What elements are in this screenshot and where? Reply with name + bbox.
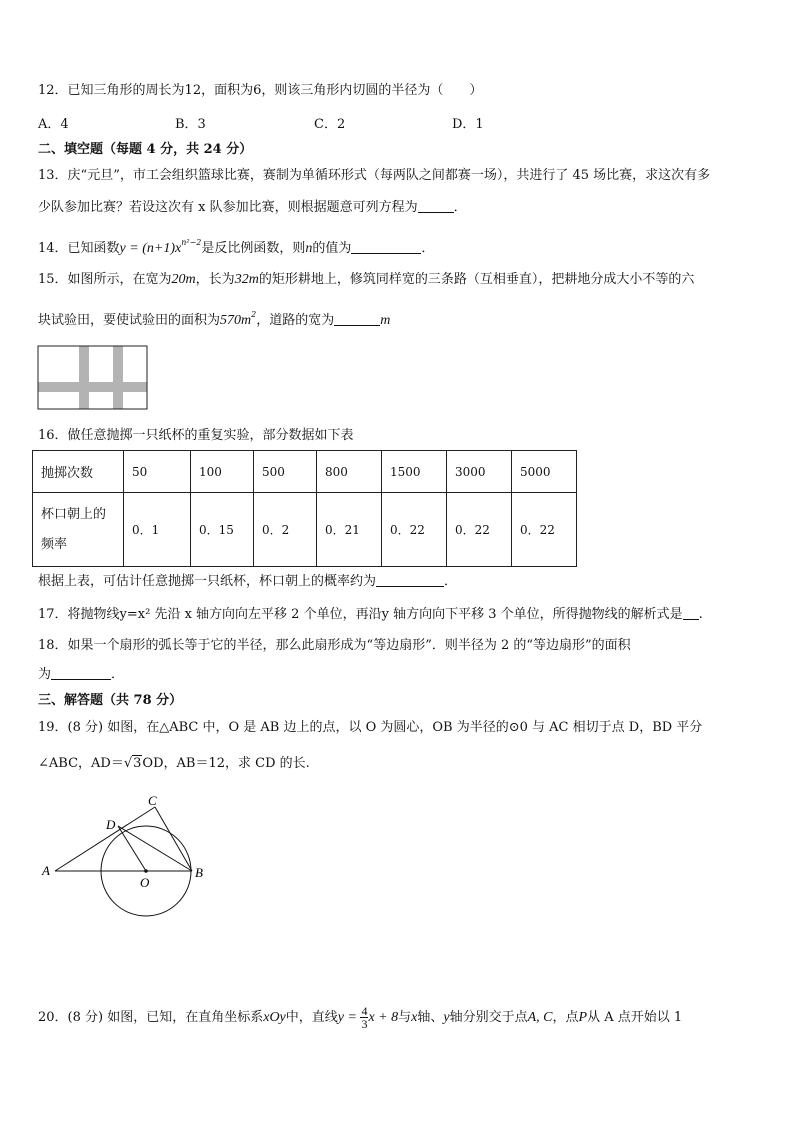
table-cell: 0．2 [254, 493, 317, 567]
section-fill-in-title: 二、填空题（每题 4 分，共 24 分） [38, 142, 253, 157]
q12-text: 12．已知三角形的周长为12，面积为6，则该三角形内切圆的半径为（ ） [38, 83, 483, 98]
q20-rest: x + 8 [368, 1010, 399, 1025]
table-header-line2: 频率 [41, 536, 68, 552]
table-cell: 0．1 [124, 493, 191, 567]
q16-text: 16．做任意抛掷一只纸杯的重复实验，部分数据如下表 [38, 428, 354, 443]
segment-db [118, 826, 192, 871]
table-cell: 50 [124, 451, 191, 493]
label-c: C [148, 793, 157, 808]
q20-prefix: 20．(8 分) 如图，已知，在直角坐标系 [38, 1010, 264, 1025]
q12-option-c: C．2 [314, 117, 346, 132]
q19-line1: 19．(8 分) 如图，在△ABC 中，O 是 AB 边上的点，以 O 为圆心，OB 为半径的⊙0 与 AC 相切于点 D，BD 平分 [38, 720, 703, 735]
q13-line2-text: 少队参加比赛？若设这次有 x 队参加比赛，则根据题意可列方程为 [38, 200, 418, 215]
q17-answer-blank[interactable] [683, 607, 699, 620]
table-cell: 0．22 [512, 493, 577, 567]
q18-answer-blank[interactable] [51, 667, 111, 680]
q13-line2 [38, 199, 467, 217]
field-outline [38, 346, 147, 409]
q15-length: 32m [234, 272, 259, 287]
q18-line1: 18．如果一个扇形的弧长等于它的半径，那么此扇形成为“等边扇形”．则半径为 2 的“等边扇形”的面积 [38, 638, 631, 653]
q17-text: 17．将抛物线y=x² 先沿 x 轴方向向左平移 2 个单位，再沿y 轴方向向下平移 3 个单位，所得抛物线的解析式是 [38, 607, 683, 622]
table-cell: 3000 [447, 451, 512, 493]
table-cell: 0．15 [191, 493, 254, 567]
q14-line [38, 234, 434, 258]
table-header-cell [33, 493, 124, 567]
q15-answer-blank[interactable] [334, 313, 380, 326]
section-solve-title: 三、解答题（共 78 分） [38, 693, 183, 708]
segment-do [118, 826, 146, 871]
table-cell: 500 [254, 451, 317, 493]
q19-geometry-figure [36, 793, 216, 923]
label-d: D [106, 817, 116, 832]
q14-var: n [305, 241, 313, 256]
q12-option-b: B．3 [175, 117, 206, 132]
q13-line1: 13．庆“元旦”，市工会组织篮球比赛，赛制为单循环形式（每两队之间都赛一场），共进行了 45 场比赛，求这次有多 [38, 168, 711, 183]
label-o: O [140, 875, 150, 890]
q16-after-text: 根据上表，可估计任意抛掷一只纸杯，杯口朝上的概率约为 [38, 574, 377, 589]
q12-options [38, 116, 738, 134]
q18-text: 为 [38, 667, 52, 682]
q16-answer-blank[interactable] [376, 574, 444, 587]
q15-text-c: 的矩形耕地上，修筑同样宽的三条路（互相垂直），把耕地分成大小不等的六 [258, 272, 695, 287]
point-o [144, 869, 148, 873]
table-row [33, 451, 577, 493]
table-cell: 100 [191, 451, 254, 493]
table-header-cell: 抛掷次数 [33, 451, 124, 493]
q15-line2 [38, 306, 390, 330]
q12-option-a: A．4 [38, 117, 69, 132]
table-cell: 5000 [512, 451, 577, 493]
q18-line2 [38, 666, 124, 684]
table-cell: 0．22 [382, 493, 447, 567]
q15-text-a: 15．如图所示，在宽为 [38, 272, 172, 287]
q20-points: A, C [527, 1010, 553, 1025]
q20-xoy: xOy [263, 1010, 286, 1025]
table-row [33, 493, 577, 567]
q18-end: ． [111, 667, 125, 682]
q19-text-b: OD，AB＝12，求 CD 的长. [142, 756, 310, 771]
q14-end: ． [421, 241, 435, 256]
q16-frequency-table [32, 450, 577, 567]
q20-mid4: 轴分别交于点 [449, 1010, 528, 1025]
table-cell: 1500 [382, 451, 447, 493]
q15-width: 20m [171, 272, 196, 287]
road-vertical-2 [113, 346, 123, 409]
table-cell: 0．22 [447, 493, 512, 567]
q15-text-b: ，长为 [195, 272, 235, 287]
sqrt-icon: √ [123, 756, 133, 771]
q20-mid3: 轴、 [417, 1010, 444, 1025]
q14-middle: 是反比例函数，则 [201, 241, 306, 256]
q19-line2 [38, 755, 310, 773]
q19-text-a: ∠ABC，AD＝ [38, 756, 124, 771]
q13-answer-blank[interactable] [418, 200, 454, 213]
q20-line: 20．(8 分) 如图，已知，在直角坐标系xOy中，直线y = $\frac{4}{3}$ x + 8与x轴、y轴分别交于点A, C，点P从 A 点开始以 1 [38, 1004, 683, 1031]
q12-option-d: D．1 [452, 117, 484, 132]
q15-unit: m [380, 313, 391, 328]
road-horizontal [38, 382, 147, 392]
q16-after [38, 573, 457, 591]
q20-point-p: P [578, 1010, 588, 1025]
label-a: A [42, 863, 50, 878]
q13-end: ． [453, 200, 467, 215]
table-header-line1: 杯口朝上的 [41, 506, 107, 522]
table-cell: 0．21 [317, 493, 382, 567]
q20-tail: 从 A 点开始以 1 [587, 1010, 683, 1025]
q19-sqrt-value: 3 [133, 756, 142, 771]
q20-y-axis: y [443, 1010, 450, 1025]
q17-end: . [698, 607, 703, 622]
q15-area-exp: 2 [251, 310, 257, 319]
q20-x-axis: x [411, 1010, 418, 1025]
q20-mid5: ，点 [552, 1010, 579, 1025]
q15-field-figure [37, 345, 149, 411]
q15-text-d: 块试验田，要使试验田的面积为 [38, 313, 221, 328]
label-b: B [195, 865, 203, 880]
q17-line [38, 606, 703, 624]
q14-exponent: n²−2 [181, 238, 202, 247]
q15-line1 [38, 271, 694, 289]
q20-fraction-num: 4 [361, 1004, 368, 1018]
q16-end: ． [444, 574, 458, 589]
q20-mid1: 中，直线 [285, 1010, 338, 1025]
q14-answer-blank[interactable] [351, 241, 421, 254]
q14-suffix: 的值为 [312, 241, 352, 256]
q15-area: 570m [220, 313, 252, 328]
q14-formula: y = (n+1)x [119, 241, 182, 256]
segment-cb [155, 807, 192, 871]
table-cell: 800 [317, 451, 382, 493]
q20-mid2: 与 [398, 1010, 412, 1025]
q20-fraction-den: 3 [361, 1017, 368, 1031]
q20-y: y [337, 1010, 345, 1025]
q15-text-e: ，道路的宽为 [256, 313, 335, 328]
road-vertical-1 [79, 346, 89, 409]
q14-prefix: 14．已知函数 [38, 241, 120, 256]
